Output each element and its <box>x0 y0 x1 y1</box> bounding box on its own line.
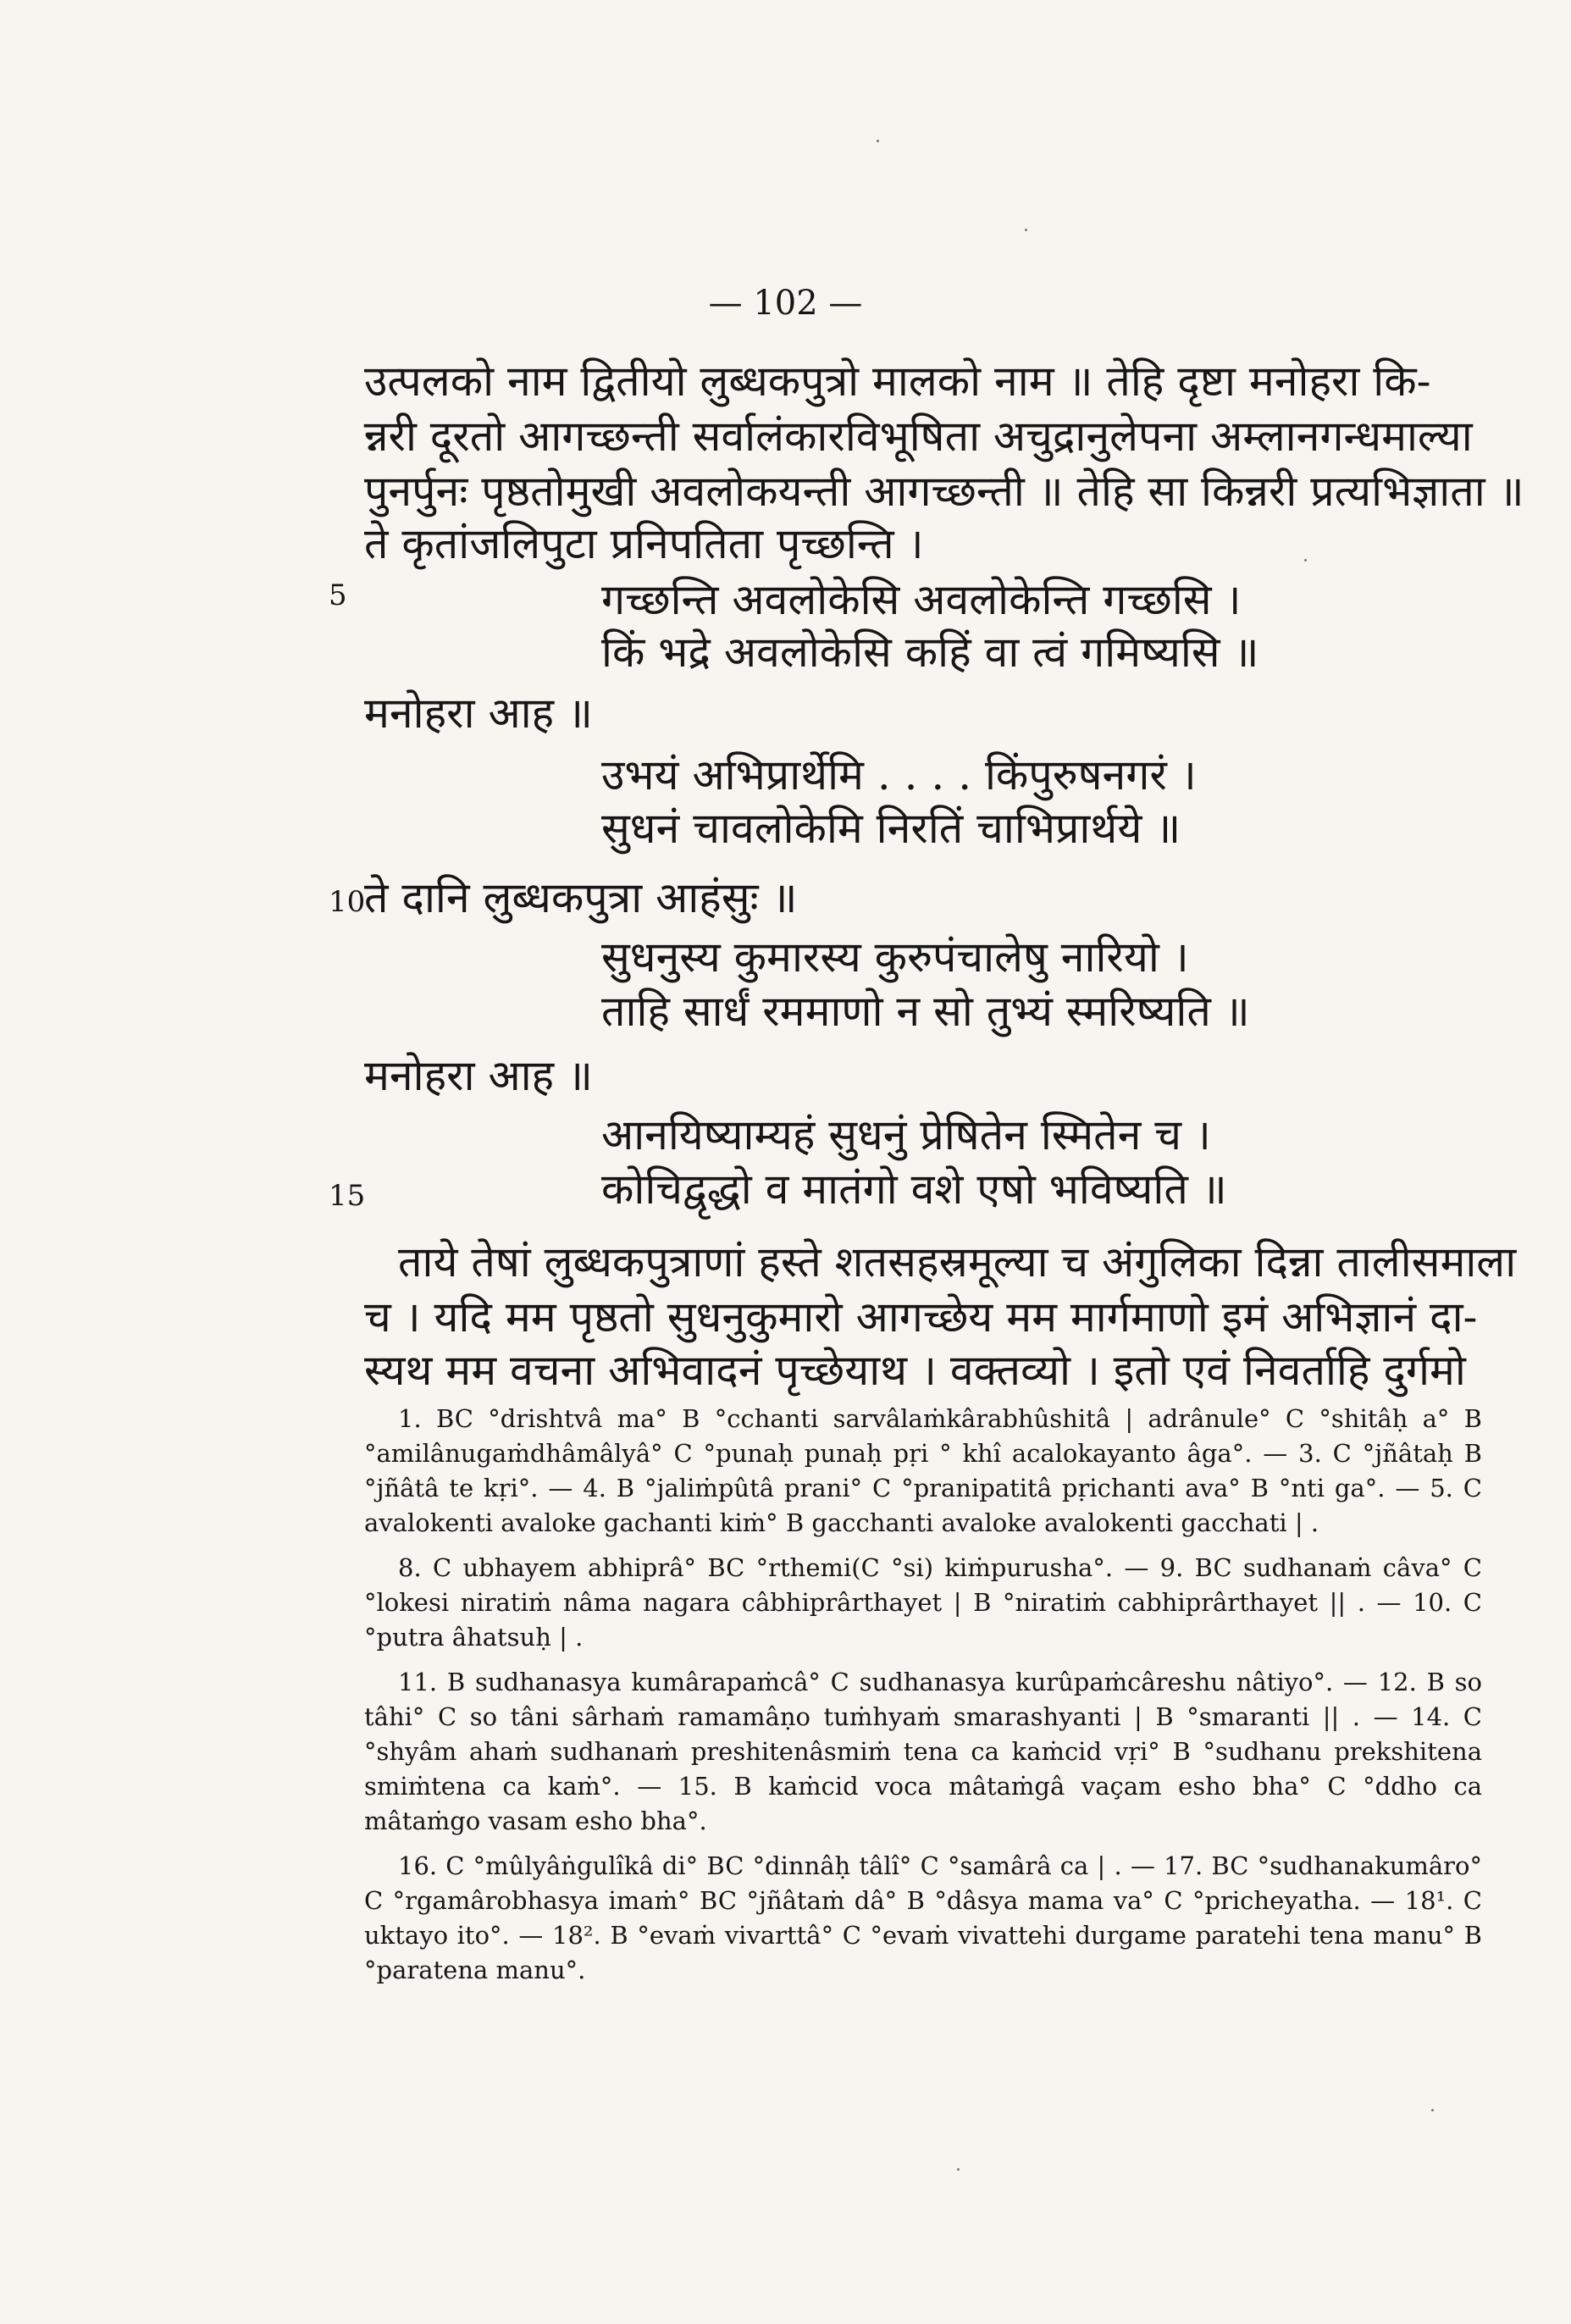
verse-line: गच्छन्ति अवलोकेसि अवलोकेन्ति गच्छसि । <box>601 575 1242 624</box>
verse-line: किं भद्रे अवलोकेसि कहिं वा त्वं गमिष्यसि ॥ <box>601 628 1259 677</box>
print-speck <box>1025 229 1027 231</box>
text-line: च । यदि मम पृष्ठतो सुधनुकुमारो आगच्छेय मम मार्गमाणो इमं अभिज्ञानं दा- <box>364 1292 1478 1342</box>
footnote: 8. C ubhayem abhiprâ° BC °rthemi(C °si) kiṁpurusha°. — 9. BC sudhanaṁ câva° C °lokesi niratiṁ nâma nagara câbhiprârthayet | B °niratiṁ cabhiprârthayet || . — 10. C °putra âhatsuḥ | . <box>364 1553 1482 1652</box>
text-line: न्नरी दूरतो आगच्छन्ती सर्वालंकारविभूषिता अचुद्रानुलेपना अम्लानगन्धमाल्या <box>364 412 1473 461</box>
verse-line: ताहि सार्धं रममाणो न सो तुभ्यं स्मरिष्यति ॥ <box>601 987 1250 1036</box>
footnote: 16. C °mûlyâṅgulîkâ di° BC °dinnâḥ tâlî° C °samârâ ca | . — 17. BC °sudhanakumâro° C °rgamârobhasya imaṁ° BC °jñâtaṁ dâ° B °dâsya mama va° C °pricheyatha. — 18¹. C uktayo ito°. — 18². B °evaṁ vivarttâ° C °evaṁ vivattehi durgame paratehi tena manu° B °paratena manu°. <box>364 1851 1482 1984</box>
verse-line: उभयं अभिप्रार्थेमि . . . . किंपुरुषनगरं । <box>601 750 1197 800</box>
footnote: 11. B sudhanasya kumârapaṁcâ° C sudhanasya kurûpaṁcâreshu nâtiyo°. — 12. B so tâhi° C so tâni sârhaṁ ramamâṇo tuṁhyaṁ smarashyanti | B °smaranti || . — 14. C °shyâm ahaṁ sudhanaṁ preshitenâsmiṁ tena ca kaṁcid vṛi° B °sudhanu prekshitena smiṁtena ca kaṁ°. — 15. B kaṁcid voca mâtaṁgâ vaçam esho bha° C °ddho ca mâtaṁgo vasam esho bha°. <box>364 1668 1482 1835</box>
print-speck <box>957 2168 960 2171</box>
verse-line: सुधनं चावलोकेमि निरतिं चाभिप्रार्थये ॥ <box>601 804 1181 853</box>
text-line: स्यथ मम वचना अभिवादनं पृच्छेयाथ । वक्तव्यो । इतो एवं निवर्ताहि दुर्गमो <box>364 1346 1466 1395</box>
speaker-line: मनोहरा आह ॥ <box>364 689 593 738</box>
text-line: ते दानि लुब्धकपुत्रा आहंसुः ॥ <box>364 873 798 922</box>
speaker-line: मनोहरा आह ॥ <box>364 1051 593 1100</box>
text-line: ताये तेषां लुब्धकपुत्राणां हस्ते शतसहस्रमूल्या च अंगुलिका दिन्ना तालीसमाला <box>398 1237 1517 1286</box>
line-number: 10 <box>329 885 366 919</box>
line-number: 5 <box>329 578 347 612</box>
print-speck <box>1431 2109 1434 2111</box>
verse-line: आनयिष्याम्यहं सुधनुं प्रेषितेन स्मितेन च । <box>601 1110 1211 1159</box>
print-speck <box>1304 559 1307 562</box>
text-line: उत्पलको नाम द्वितीयो लुब्धकपुत्रो मालको नाम ॥ तेहि दृष्टा मनोहरा कि- <box>364 357 1431 406</box>
text-line: पुनर्पुनः पृष्ठतोमुखी अवलोकयन्ती आगच्छन्ती ॥ तेहि सा किन्नरी प्रत्यभिज्ञाता ॥ <box>364 467 1524 516</box>
verse-line: सुधनुस्य कुमारस्य कुरुपंचालेषु नारियो । <box>601 932 1189 982</box>
print-speck <box>877 140 879 142</box>
line-number: 15 <box>329 1179 366 1213</box>
footnotes <box>364 1402 1482 1998</box>
footnote: 1. BC °drishtvâ ma° B °cchanti sarvâlaṁkârabhûshitâ | adrânule° C °shitâḥ a° B °amilânugaṁdhâmâlyâ° C °punaḥ punaḥ pṛi ° khî acalokayanto âga°. — 3. C °jñâtaḥ B °jñâtâ te kṛi°. — 4. B °jaliṁpûtâ prani° C °pranipatitâ pṛichanti ava° B °nti ga°. — 5. C avalokenti avaloke gachanti kiṁ° B gacchanti avaloke avalokenti gacchati | . <box>364 1404 1482 1537</box>
verse-line: कोचिद्वृद्धो व मातंगो वशे एषो भविष्यति ॥ <box>601 1165 1227 1214</box>
page-number: — 102 — <box>708 284 863 323</box>
text-line: ते कृतांजलिपुटा प्रनिपतिता पृच्छन्ति । <box>364 519 924 568</box>
